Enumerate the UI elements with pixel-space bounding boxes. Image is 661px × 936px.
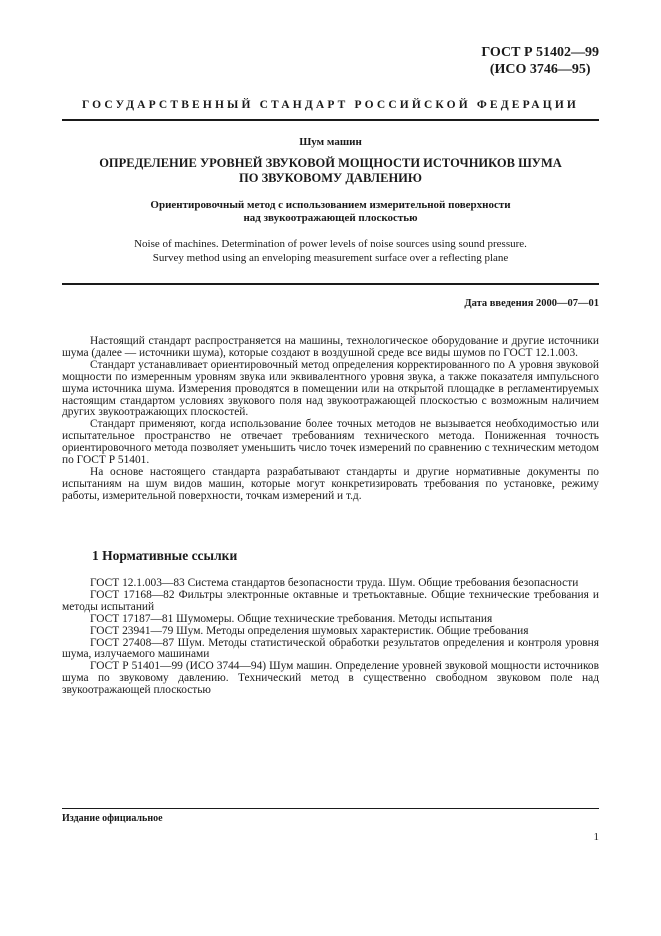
- page-number: 1: [593, 831, 599, 843]
- document-code: [481, 44, 599, 78]
- official-edition-note: Издание официальное: [62, 813, 163, 824]
- introduction-date: Дата введения 2000—07—01: [464, 298, 599, 309]
- paragraph: Стандарт применяют, когда использование более точных методов не вызывается необходимостью или испытательное пространство не отвечает требованиям технического метода. Пониженная точность ориентировочного метода позволяет уменьшить число точек измерений по сравнению с техническим методом по ГОСТ Р 51401.: [62, 418, 599, 467]
- english-title-line: Survey method using an enveloping measurement surface over a reflecting plane: [152, 252, 509, 264]
- normative-references: [62, 578, 599, 697]
- reference-item: ГОСТ 17187—81 Шумомеры. Общие технические требования. Методы испытания: [90, 612, 493, 625]
- gost-code: ГОСТ Р 51402—99: [481, 45, 599, 60]
- subject-line: Шум машин: [299, 136, 362, 148]
- section-heading: 1 Нормативные ссылки: [92, 548, 238, 563]
- english-title-line: Noise of machines. Determination of power levels of noise sources using sound pressure.: [134, 238, 527, 250]
- title-line: ПО ЗВУКОВОМУ ДАВЛЕНИЮ: [239, 171, 422, 185]
- title-divider: [62, 283, 599, 285]
- reference-item: ГОСТ 17168—82 Фильтры электронные октавные и третьоктавные. Общие технические требования и методы испытаний: [62, 588, 599, 613]
- subtitle-line: над звукоотражающей плоскостью: [243, 212, 418, 224]
- introduction-text: [62, 336, 599, 503]
- paragraph: Настоящий стандарт распространяется на машины, технологическое оборудование и другие источники шума (далее — источники шума), которые создают в воздушной среде все виды шумов по ГОСТ 12.1.003.: [62, 335, 599, 359]
- english-title: [62, 237, 599, 265]
- reference-item: ГОСТ 12.1.003—83 Система стандартов безопасности труда. Шум. Общие требования безопасности: [90, 577, 579, 589]
- iso-code: (ИСО 3746—95): [489, 62, 591, 77]
- state-standard-heading: ГОСУДАРСТВЕННЫЙ СТАНДАРТ РОССИЙСКОЙ ФЕДЕРАЦИИ: [81, 99, 580, 111]
- document-subtitle: [62, 199, 599, 225]
- header-divider: [62, 119, 599, 121]
- reference-item: ГОСТ 27408—87 Шум. Методы статистической обработки результатов определения и контроля уровня шума, излучаемого машинами: [62, 636, 599, 661]
- document-title: [62, 156, 599, 186]
- subtitle-line: Ориентировочный метод с использованием измерительной поверхности: [150, 199, 511, 211]
- reference-item: ГОСТ Р 51401—99 (ИСО 3744—94) Шум машин. Определение уровней звуковой мощности источников шума по звуковому давлению. Технический метод в существенно свободном звуковом поле над звукоотражающей плоскостью: [62, 660, 599, 697]
- paragraph: Стандарт устанавливает ориентировочный метод определения корректированного по А уровня звуковой мощности по измеренным уровням звука или эквивалентного уровня звука, а также показателя импульсного шума источника шума. Измерения проводятся в помещении или на открытой площадке в регламентируемых настоящим стандартом условиях звукового поля над звукоотражающей плоскостью с возможным наличием других звукоотражающих плоскостей.: [62, 358, 599, 419]
- reference-item: ГОСТ 23941—79 Шум. Методы определения шумовых характеристик. Общие требования: [90, 624, 529, 637]
- title-line: ОПРЕДЕЛЕНИЕ УРОВНЕЙ ЗВУКОВОЙ МОЩНОСТИ ИСТОЧНИКОВ ШУМА: [99, 156, 562, 170]
- paragraph: На основе настоящего стандарта разрабатывают стандарты и другие нормативные документы по испытаниям на шум видов машин, которые могут конкретизировать требования по установке, режиму работы, измерительной поверхности, точкам измерений и т.д.: [62, 465, 599, 502]
- footer-divider: [62, 808, 599, 809]
